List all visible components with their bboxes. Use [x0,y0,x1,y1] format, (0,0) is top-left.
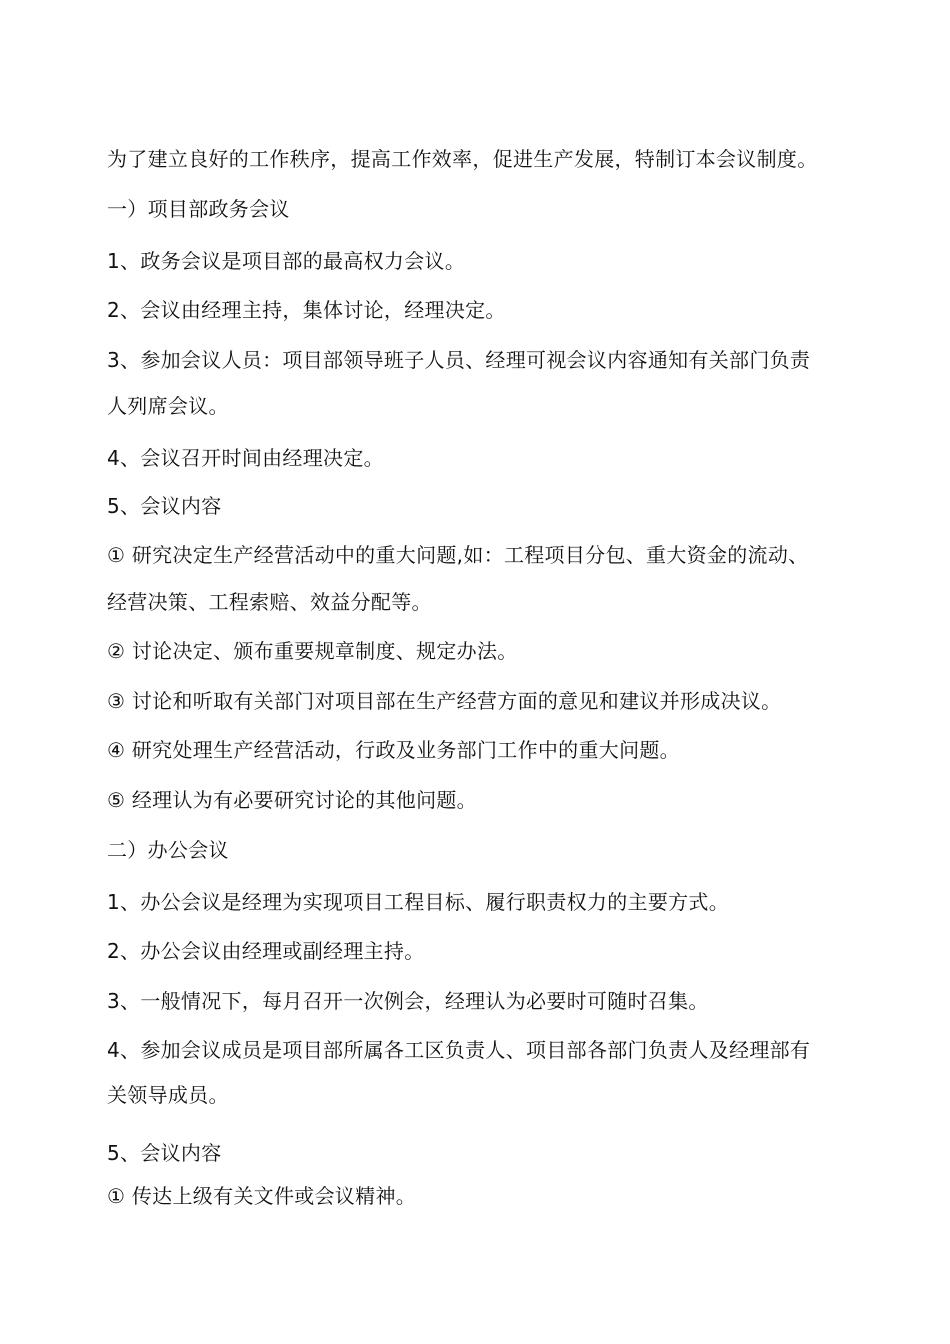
section-1-item-4: 4、会议召开时间由经理决定。 [107,446,384,470]
section-1-item-3-line-2: 人列席会议。 [107,394,229,418]
section-2-item-3: 3、一般情况下，每月召开一次例会，经理认为必要时可随时召集。 [107,989,709,1013]
section-1-sub-1-line-1: ① 研究决定生产经营活动中的重大问题,如：工程项目分包、重大资金的流动、 [107,543,809,567]
section-1-sub-4: ④ 研究处理生产经营活动，行政及业务部门工作中的重大问题。 [107,738,680,762]
section-1-item-1: 1、政务会议是项目部的最高权力会议。 [107,249,466,273]
section-1-item-3-line-1: 3、参加会议人员：项目部领导班子人员、经理可视会议内容通知有关部门负责 [107,348,811,372]
section-1-sub-2: ② 讨论决定、颁布重要规章制度、规定办法。 [107,639,518,663]
section-1-sub-1-line-2: 经营决策、工程索赔、效益分配等。 [107,590,432,614]
section-2-item-1: 1、办公会议是经理为实现项目工程目标、履行职责权力的主要方式。 [107,890,730,914]
section-2-item-2: 2、办公会议由经理或副经理主持。 [107,939,425,963]
section-2-item-4-line-2: 关领导成员。 [107,1083,229,1107]
section-2-heading: 二）办公会议 [107,838,229,862]
intro-paragraph: 为了建立良好的工作秩序，提高工作效率，促进生产发展，特制订本会议制度。 [107,147,818,171]
section-1-sub-5: ⑤ 经理认为有必要研究讨论的其他问题。 [107,788,477,812]
section-2-item-5: 5、会议内容 [107,1141,222,1165]
section-1-item-2: 2、会议由经理主持，集体讨论，经理决定。 [107,298,506,322]
section-2-sub-1: ① 传达上级有关文件或会议精神。 [107,1184,417,1208]
section-2-item-4-line-1: 4、参加会议成员是项目部所属各工区负责人、项目部各部门负责人及经理部有 [107,1038,811,1062]
section-1-sub-3: ③ 讨论和听取有关部门对项目部在生产经营方面的意见和建议并形成决议。 [107,689,782,713]
section-1-heading: 一）项目部政务会议 [107,197,290,221]
section-1-item-5: 5、会议内容 [107,494,222,518]
